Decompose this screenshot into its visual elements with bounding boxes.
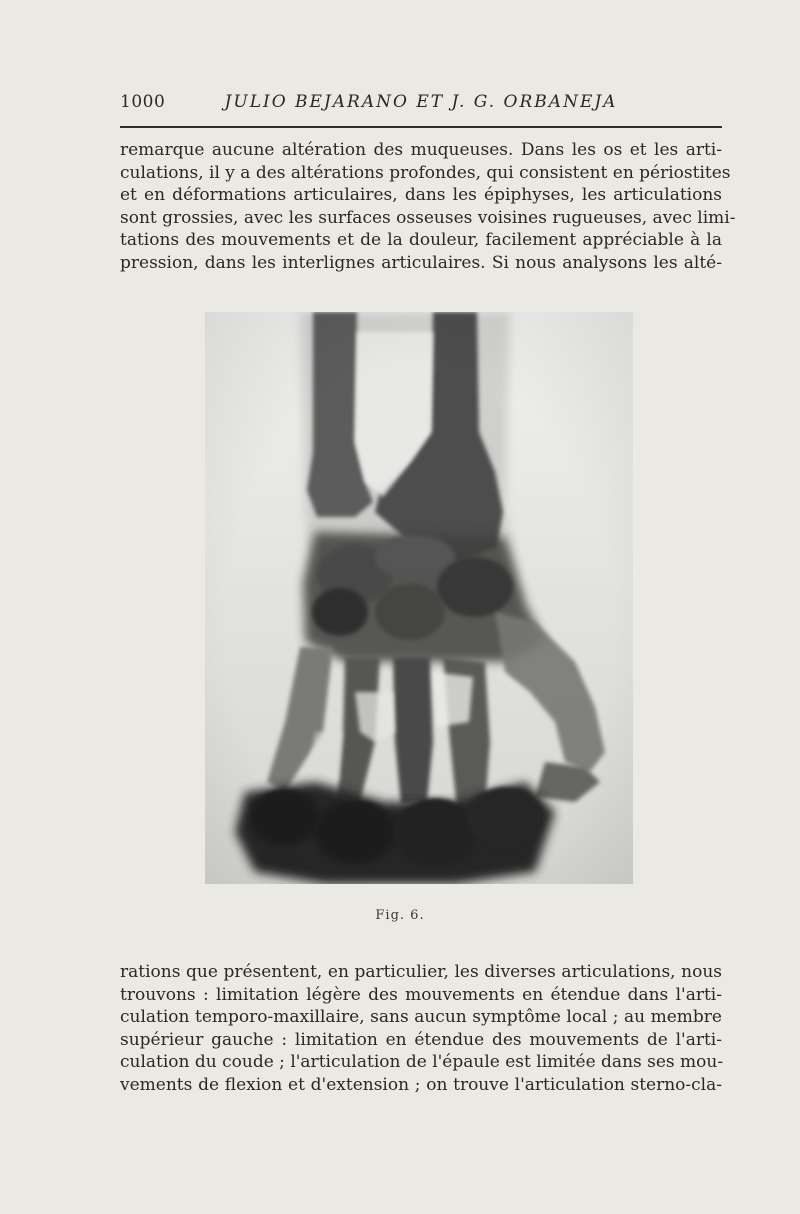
text-line: vements de flexion et d'extension ; on trouve l'articulation sterno-cla- (120, 1074, 722, 1095)
xray-image (205, 312, 633, 884)
paragraph-2 (120, 961, 722, 1097)
text-line: culations, il y a des altérations profondes, qui consistent en périostites (120, 162, 731, 183)
header-rule (120, 126, 722, 128)
figure-xray-hand (205, 312, 633, 884)
text-line: et en déformations articulaires, dans les épiphyses, les articulations (120, 185, 722, 206)
text-line: tations des mouvements et de la douleur, facilement appréciable à la (120, 230, 722, 251)
page-number: 1000 (120, 92, 166, 112)
page-header (120, 92, 722, 120)
text-line: rations que présentent, en particulier, les diverses articulations, nous (120, 962, 722, 982)
text-line: remarque aucune altération des muqueuses. Dans les os et les arti- (120, 140, 722, 160)
figure-caption: Fig. 6. (375, 908, 425, 923)
text-line: trouvons : limitation légère des mouvements en étendue dans l'arti- (120, 984, 722, 1005)
text-line: supérieur gauche : limitation en étendue des mouvements de l'arti- (120, 1029, 722, 1050)
text-line: pression, dans les interlignes articulaires. Si nous analysons les alté- (120, 252, 722, 273)
text-line: culation du coude ; l'articulation de l'épaule est limitée dans ses mou- (120, 1052, 724, 1073)
text-line: sont grossies, avec les surfaces osseuses voisines rugueuses, avec limi- (120, 207, 736, 228)
running-title: JULIO BEJARANO ET J. G. ORBANEJA (224, 92, 618, 112)
text-line: culation temporo-maxillaire, sans aucun symptôme local ; au membre (120, 1007, 722, 1028)
paragraph-1 (120, 139, 736, 275)
